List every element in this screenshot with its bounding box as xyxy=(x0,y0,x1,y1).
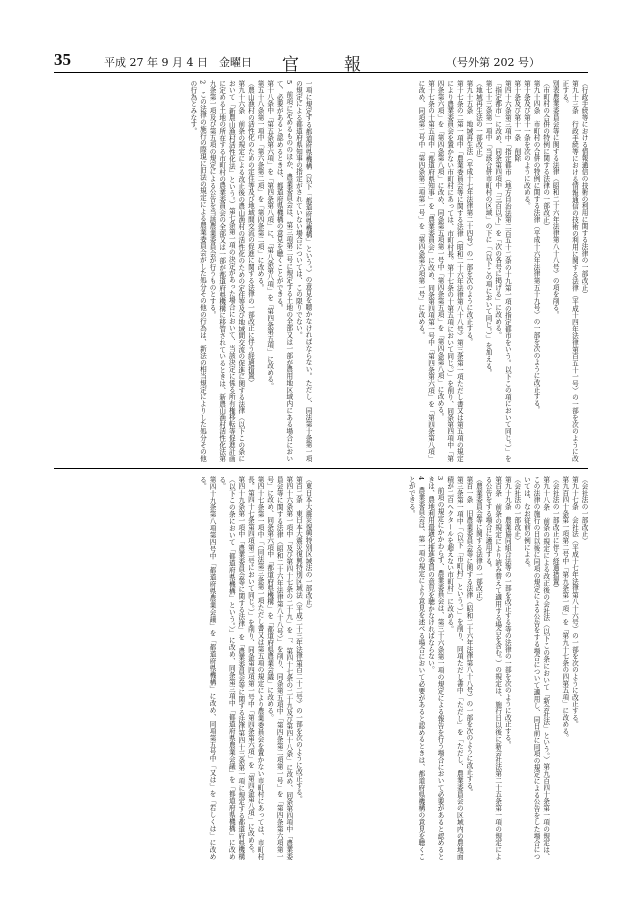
lower-right-column: （会社法の一部改正） 第九十七条 会社法（平成十七年法律第八十六号）の一部を次のように改正する。 第九百四十条第一項第二号中「第九条第一項」を「第九十七条の四第五項」に改める。 （会社法の一部改正に伴う経過措置） 第九十八条 前条の規定による改正後の会社法（以下この条において「新会社法」という。）第九百四十条第一項の規定は、この法律の施行の日以後に同項の規定による公告をする場合について適用し、同日前に同項の規定による公告をした場合については、なお従前の例による。 （会社法の一部改正） 第九十九条 農業協同組合法等の一部を改正する等の法律の一部を次のように改正する。 第百条 前条の規定により読み替えて適用する場合を含む。）の規定は、施行日以後に新会社法第二十五条第一項の規定による公告をする場合に適用する。 （農業委員会等に関する法律の一部改正） 第百一条 旧農業委員会等に関する法律（昭和二十六年法律第八十八号）の一部を次のように改正する。 第三条第一項中「（以下「市町村」という。）」を削り、同項ただし書中「ただし」を「ただし、農業委員会の区域内の農地面積が二百ヘクタールを超えない市町村」に改める。 3 前項の規定にかかわらず、農業委員会は、第三十六条第一項の規定による報告を行う場合において必要があると認めるときは、農地利用最適化推進委員の意見を聴かなければならない。 4 農業委員会は、第一項の規定により意見を述べる場合において必要があると認めるときは、都道府県機構の意見を聴くことができる。 xyxy=(407,476,588,860)
lower-left-column: （東日本大震災復興特別区域法の一部改正） 第百二条 東日本大震災復興特別区域法（平成二十三年法律第百二十二号）の一部を次のように改正する。 第四十六条第一項中「及び第四十七条の二十九」を「、第四十七条の二十九及び第四十八条」に改め、同条第四項中「農業委員会等に関する法律（昭和二十六年法律第八十八号）」を削り、同条第五項中「第四条第二項第一号」を「第四条第六項第一号」に改め、同条第六項中「都道府県機構」を「都道府県農業会議」に改める。 第四十七条第一項中「（同法第三条第一項ただし書又は第五項の規定により農業委員会を置かない市町村にあっては、市町村長。第四十七条第四項第二号において同じ。）」を削り、同条第四項第一号中「第四条第六項」を「第四条第八項」に改める。 第四十九条第一項中「農業委員会等に関する法律」を「農業委員会等に関する法律第四十三条第一項に規定する都道府県機構（以下この条において「都道府県機構」という。）」に改め、同条第三項中「都道府県農業会議」を「都道府県機構」に改める。 第四十九条第八項第四号中「都道府県農業会議」を「都道府県機構」に改め、同項第五号中「又は」を「若しくは」に改める。 xyxy=(198,476,312,860)
page-number: 35 xyxy=(54,50,71,69)
page-header xyxy=(0,0,630,74)
page-footer-margin xyxy=(0,870,630,916)
upper-left-column: 一項に規定する都道府県機構（以下「都道府県機構」という。）の意見を聴かなければならない。ただし、同法第十条第一項の規定による都道府県知事の指定がされていない場合については、この限りでない。 5 前項に定めるもののほか、農業委員会は、第三項第二号に規定する土地の全部又は一部が農用地区域内にある場合において、必要があると認めるときは、都道府県機構の意見を聴くことができる。 第十八条中「第五条第六項」を「第四条第八項」に、「第八条第八項」を「第四条第五項」に改める。 第五十八条第一項中「第六条第二項」を「第四条第二項」に改める。 （農山漁村の活性化のための定住等及び地域間交流の促進に関する法律の一部改正に伴う経過措置） 第九十六条 前条の規定による改正後の農山漁村の活性化のための定住等及び地域間交流の促進に関する法律（以下この条において「新農山漁村活性化法」という。）第七条第一項の決定があった場合において、当該決定に係る所有権移転等促進計画に定める土地の所在する市町村の農業委員会の全部又は一部が都道府県機構に移管されているときは、新農山漁村活性化法第九条第一項及び第五項の規定による公告を当該農業委員会が行うものとする。 2 この法律の施行の際現に旧法の規定による農業委員会がした処分その他の行為は、新法の相当規定によりした処分その他の行為とみなす。 xyxy=(188,80,312,462)
publication-title: 官 報 xyxy=(282,55,375,75)
section-divider xyxy=(54,468,588,469)
issue-number: （号外第 202 号） xyxy=(446,56,540,69)
header-rule xyxy=(54,72,588,73)
issue-date: 平成 27 年 9 月 4 日 金曜日 xyxy=(104,56,252,69)
upper-right-column: （行政手続等における情報通信の技術の利用に関する法律の一部改正） 第九十三条 行政手続等における情報通信の技術の利用に関する法律（平成十四年法律第百五十一号）の一部を次のように改正する。 別表農業委員会等に関する法律（昭和二十六年法律第八十八号）の項を削る。 （市町村の合併の特例に関する法律の一部改正） 第九十四条 市町村の合併の特例に関する法律（平成十六年法律第五十九号）の一部を次のように改正する。 第十条及び第十一条を次のように改める。 第十条及び第十一条 削除 第四十六条第三項中「指定都市（地方自治法第二百五十二条の十九第一項の指定都市をいう。以下この項において同じ。）」を「指定都市」に改め、同条第四項中「三百以下」を「次の各号に掲げる」に改める。 第七十三条第一項中「当該合併市町村の区域」の下に「（以下この項において同じ。）」を加える。 （地域再生法の一部改正） 第九十五条 地域再生法（平成十七年法律第二十四号）の一部を次のように改正する。 第十七条の二第一項中「農業委員会等に関する法律（昭和二十六年法律第八十八号）第三条第一項ただし書又は第五項の規定により農業委員会を置かない市町村にあっては、市町村長。第十七条の十第五項において同じ。）」を削り、同条第四項中「第四条第六項」を「第四条第八項」に改め、同条第五項第一号中「第四条第五項」を「第四条第八項」に改める。 第十七条の十第五項中「都道府県知事」を「農業委員会」に改め、同条第四項第一号中「第四条第六項」を「第四条第八項」に改め、同項第二号中「第四条第二項第一号」を「第四条第六項第一号」に改める。 xyxy=(416,80,588,462)
